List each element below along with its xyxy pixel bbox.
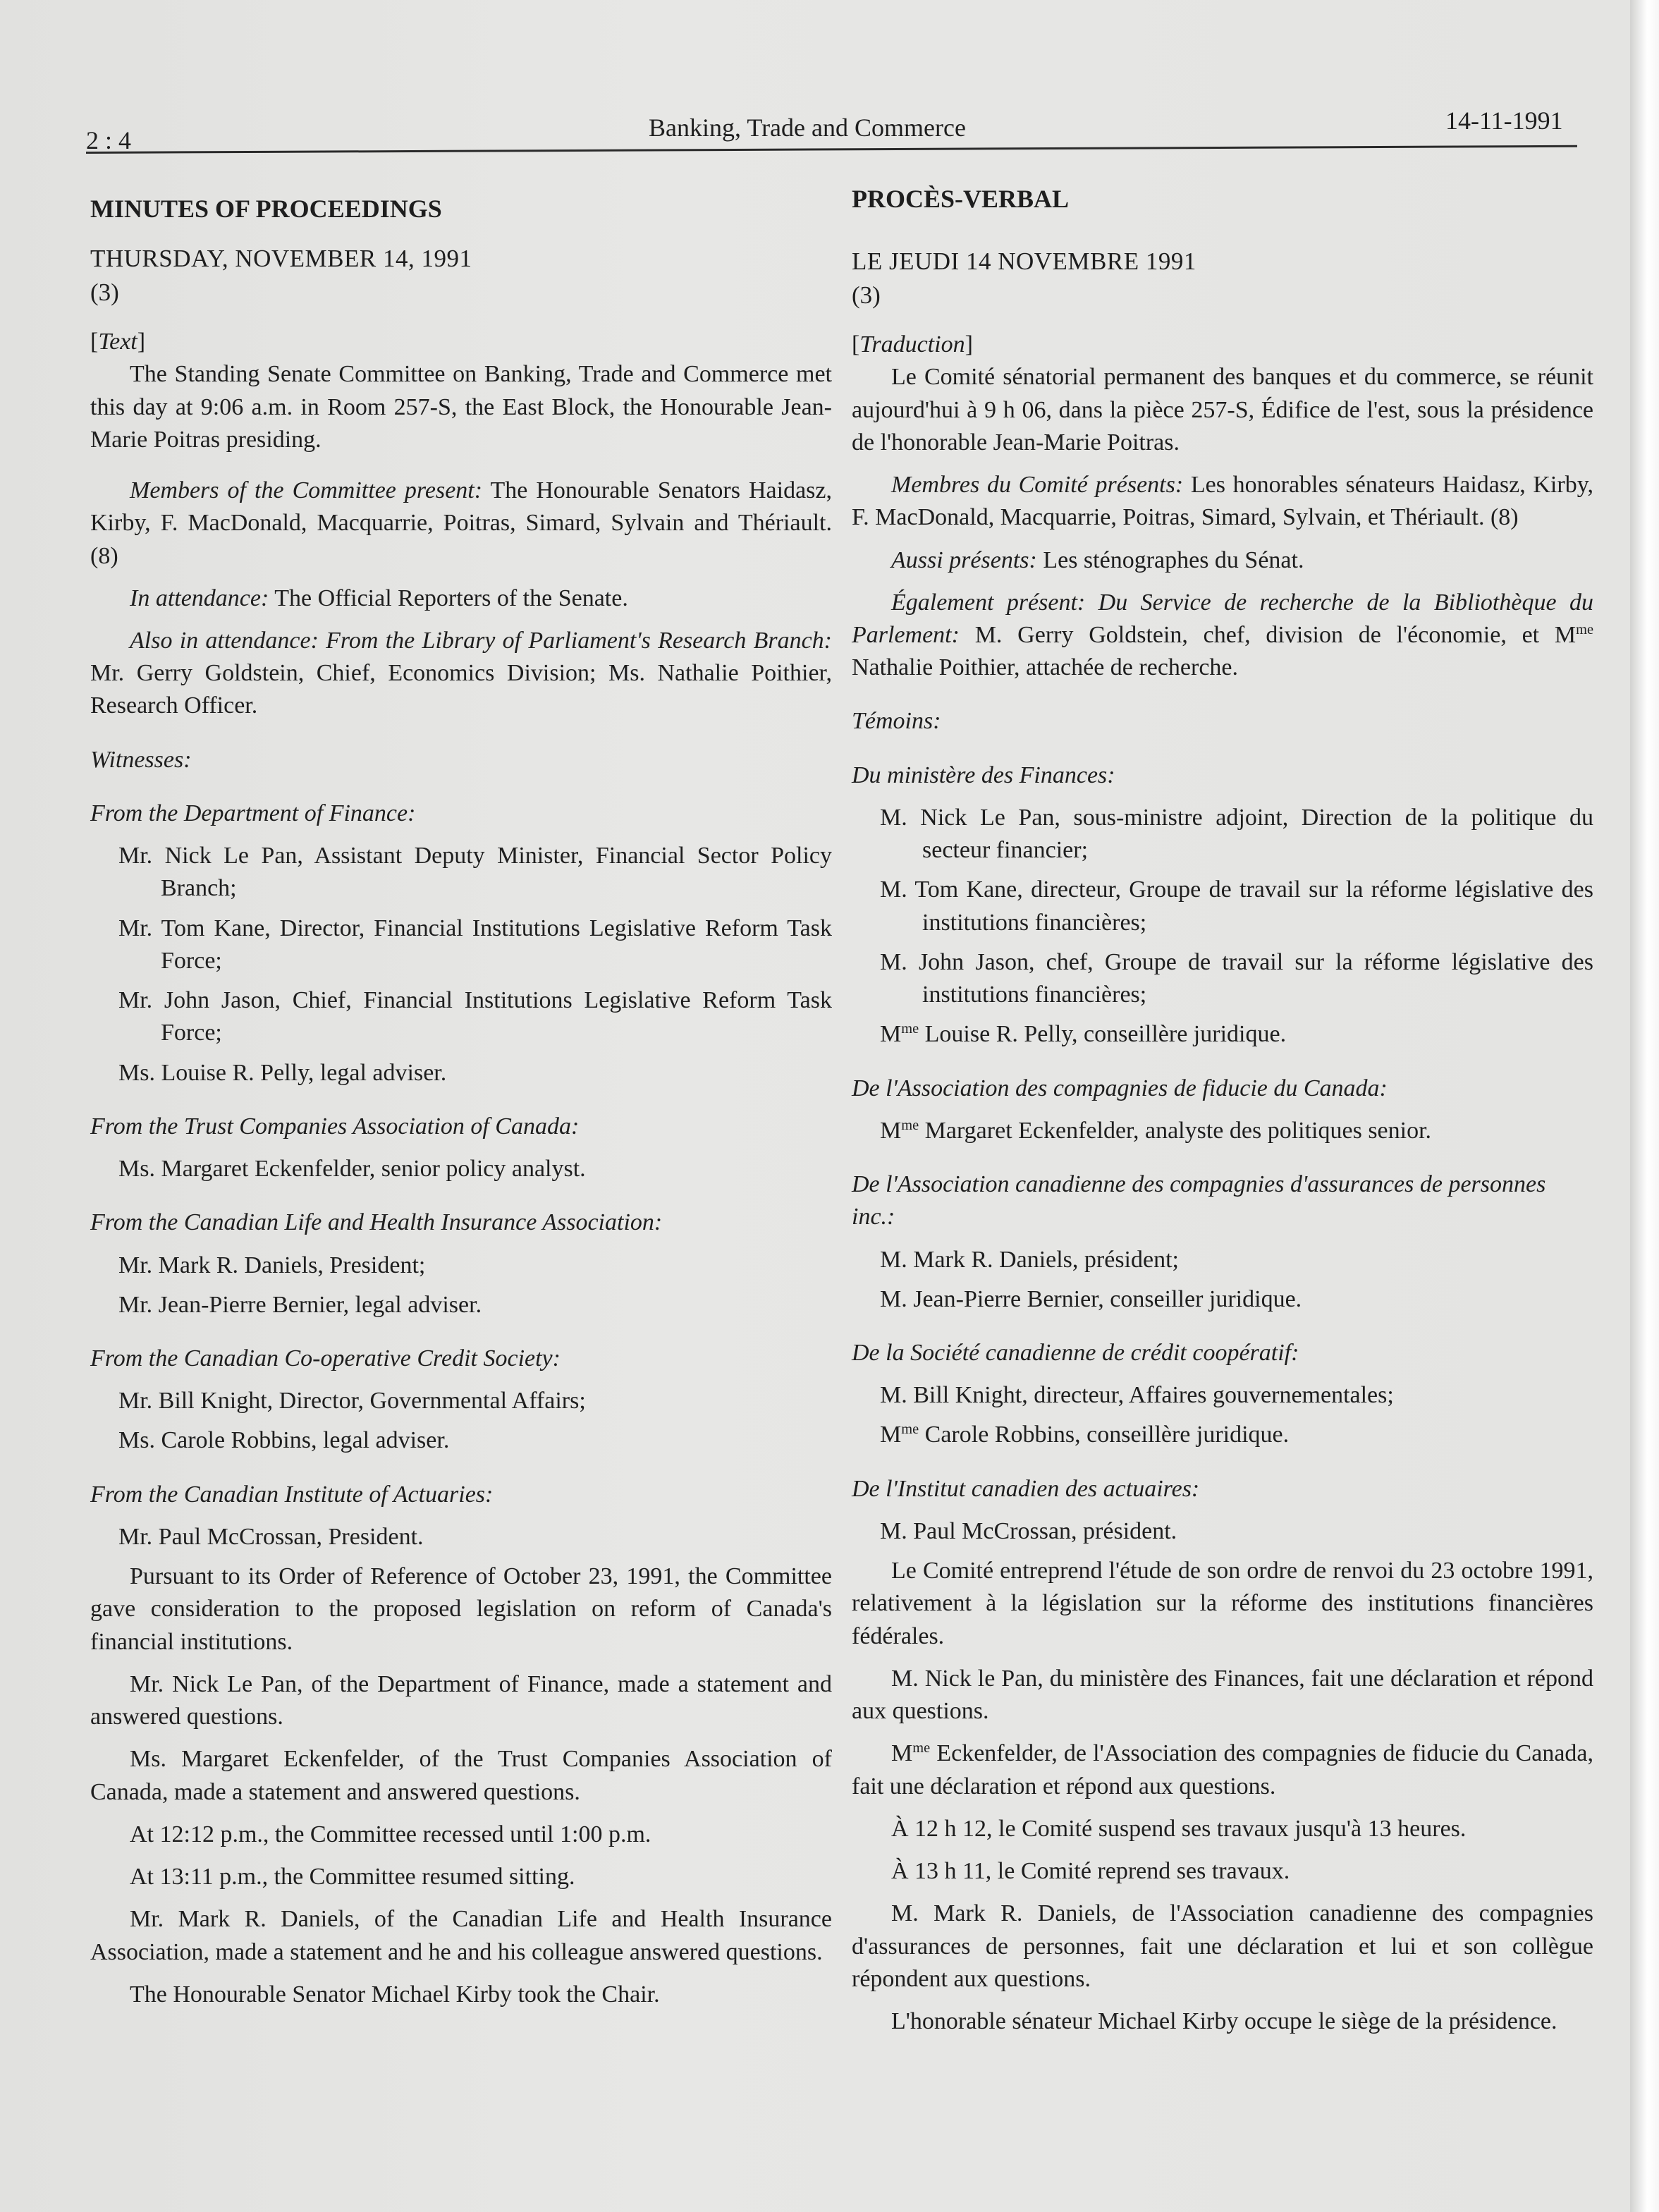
english-also-attendance: Also in attendance: From the Library of Parliament's Research Branch: Mr. Gerry Goldstein, Chief, Economics Division; Ms. Nathalie Poithier, Research Officer. [90, 628, 832, 719]
english-paragraph: Pursuant to its Order of Reference of October 23, 1991, the Committee gave consideration to the proposed legislation on reform of Canada's financial institutions. [90, 1563, 832, 1655]
french-witness-item: $M^{me}$ Margaret Eckenfelder, analyste des politiques senior. [880, 1117, 1432, 1144]
french-witness-item: $M^{me}$ Carole Robbins, conseillère juridique. [880, 1422, 1290, 1448]
english-attendance: In attendance: The Official Reporters of the Senate. [130, 585, 628, 611]
page-number: 2 : 4 [86, 126, 132, 154]
english-paragraph: Mr. Nick Le Pan, of the Department of Finance, made a statement and answered questions. [90, 1670, 832, 1730]
english-paragraph: Mr. Mark R. Daniels, of the Canadian Life and Health Insurance Association, made a statement and he and his colleague answered questions. [90, 1906, 832, 1965]
header-date: 14-11-1991 [1445, 106, 1563, 135]
english-witness-item: Ms. Carole Robbins, legal adviser. [118, 1427, 450, 1454]
english-members: Members of the Committee present: The Honourable Senators Haidasz, Kirby, F. MacDonald, Macquarrie, Poitras, Simard, Sylvain and Thériault. (8) [90, 477, 832, 569]
french-paragraph: L'honorable sénateur Michael Kirby occupe le siège de la présidence. [891, 2008, 1557, 2034]
english-actuaries-label: From the Canadian Institute of Actuaries: [90, 1481, 494, 1508]
french-trust-label: De l'Association des compagnies de fiducie du Canada: [852, 1075, 1388, 1101]
english-paragraph: Ms. Margaret Eckenfelder, of the Trust Companies Association of Canada, made a statement and answered questions. [90, 1746, 832, 1805]
english-witness-item: Mr. Nick Le Pan, Assistant Deputy Minister, Financial Sector Policy Branch; [118, 843, 832, 902]
english-witness-item: Mr. John Jason, Chief, Financial Institutions Legislative Reform Task Force; [118, 987, 832, 1046]
french-paragraph: Le Comité entreprend l'étude de son ordre de renvoi du 23 octobre 1991, relativement à la législation sur la réforme des institutions financières fédérales. [852, 1558, 1593, 1649]
french-heading: PROCÈS-VERBAL [852, 185, 1070, 213]
french-paragraph: M. Nick le Pan, du ministère des Finances, fait une déclaration et répond aux questions. [852, 1665, 1593, 1725]
french-witness-item: M. Mark R. Daniels, président; [880, 1246, 1179, 1273]
english-witness-item: Ms. Louise R. Pelly, legal adviser. [118, 1059, 447, 1086]
french-date: LE JEUDI 14 NOVEMBRE 1991 [852, 247, 1196, 275]
english-witness-item: Ms. Margaret Eckenfelder, senior policy analyst. [118, 1156, 586, 1183]
french-paragraph: À 13 h 11, le Comité reprend ses travaux. [891, 1858, 1290, 1885]
english-paragraph: At 12:12 p.m., the Committee recessed until 1:00 p.m. [130, 1821, 651, 1847]
french-actuaries-label: De l'Institut canadien des actuaires: [852, 1475, 1200, 1502]
french-witness-item: $M^{me}$ Louise R. Pelly, conseillère juridique. [880, 1021, 1287, 1048]
english-column [90, 192, 832, 2021]
french-witness-item: M. Nick Le Pan, sous-ministre adjoint, Direction de la politique du secteur financier; [880, 804, 1593, 864]
header-rule [86, 145, 1577, 154]
french-witness-item: M. Bill Knight, directeur, Affaires gouvernementales; [880, 1382, 1394, 1409]
french-witness-item: M. Jean-Pierre Bernier, conseiller juridique. [880, 1285, 1302, 1312]
french-number: (3) [852, 281, 881, 309]
french-members: Membres du Comité présents: Les honorables sénateurs Haidasz, Kirby, F. MacDonald, Macquarrie, Poitras, Simard, Sylvain, et Thériault. (8) [852, 472, 1593, 531]
french-also-present: Aussi présents: Les sténographes du Sénat. [891, 546, 1304, 573]
english-intro: The Standing Senate Committee on Banking, Trade and Commerce met this day at 9:06 a.m. in Room 257-S, the East Block, the Honourable Jean-Marie Poitras presiding. [90, 361, 832, 453]
english-paragraph: The Honourable Senator Michael Kirby took the Chair. [130, 1981, 660, 2008]
french-finance-label: Du ministère des Finances: [852, 762, 1115, 788]
page-header [0, 0, 1630, 162]
french-witnesses-label: Témoins: [852, 708, 941, 735]
french-witness-item: M. Tom Kane, directeur, Groupe de travail sur la réforme législative des institutions financières; [880, 876, 1593, 936]
english-coop-label: From the Canadian Co-operative Credit Society: [90, 1345, 561, 1371]
french-paragraph: À 12 h 12, le Comité suspend ses travaux jusqu'à 13 heures. [891, 1815, 1467, 1842]
english-trust-label: From the Trust Companies Association of Canada: [90, 1113, 580, 1139]
french-paragraph: $M^{me}$ Eckenfelder, de l'Association des compagnies de fiducie du Canada, fait une déclaration et répond aux questions. [852, 1740, 1593, 1799]
english-witness-item: Mr. Jean-Pierre Bernier, legal adviser. [118, 1291, 482, 1318]
page-edge [1630, 0, 1659, 2212]
french-column [852, 182, 1593, 2048]
english-number: (3) [90, 278, 119, 306]
french-intro: Le Comité sénatorial permanent des banques et du commerce, se réunit aujourd'hui à 9 h 06, dans la pièce 257-S, Édifice de l'est, sous la présidence de l'honorable Jean-Marie Poitras. [852, 364, 1593, 456]
french-witness-item: M. Paul McCrossan, président. [880, 1517, 1177, 1544]
french-coop-label: De la Société canadienne de crédit coopératif: [852, 1340, 1299, 1366]
running-title: Banking, Trade and Commerce [649, 114, 966, 142]
english-witness-item: Mr. Tom Kane, Director, Financial Institutions Legislative Reform Task Force; [118, 915, 832, 974]
english-date: THURSDAY, NOVEMBER 14, 1991 [90, 244, 472, 272]
english-heading: MINUTES OF PROCEEDINGS [90, 195, 442, 223]
french-life-label: De l'Association canadienne des compagnies d'assurances de personnes inc.: [852, 1171, 1546, 1230]
english-finance-label: From the Department of Finance: [90, 800, 416, 826]
english-paragraph: At 13:11 p.m., the Committee resumed sitting. [130, 1864, 575, 1890]
french-tag: [Traduction] [852, 331, 973, 358]
english-tag: [Text] [90, 329, 146, 355]
english-witness-item: Mr. Mark R. Daniels, President; [118, 1252, 426, 1278]
french-witness-item: M. John Jason, chef, Groupe de travail sur la réforme législative des institutions financières; [880, 948, 1593, 1008]
english-life-label: From the Canadian Life and Health Insurance Association: [90, 1209, 663, 1236]
french-also-present-2: Également présent: Du Service de recherche de la Bibliothèque du Parlement: M. Gerry Goldstein, chef, division de l'économie, et $M^{me}$ Nathalie Poithier, attachée de recherche. [852, 589, 1594, 681]
english-witness-item: Mr. Paul McCrossan, President. [118, 1523, 424, 1550]
english-witnesses-label: Witnesses: [90, 746, 192, 773]
french-paragraph: M. Mark R. Daniels, de l'Association canadienne des compagnies d'assurances de personnes, fait une déclaration et lui et son collègue répondent aux questions. [852, 1900, 1593, 1992]
english-witness-item: Mr. Bill Knight, Director, Governmental Affairs; [118, 1388, 586, 1414]
